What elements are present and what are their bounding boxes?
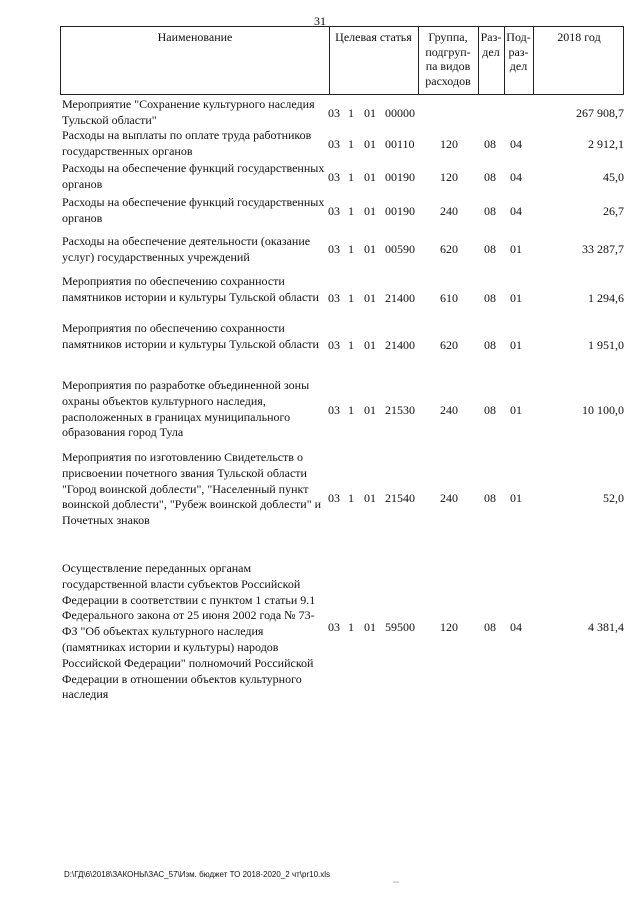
row-subsection: 01 [510, 338, 522, 352]
row-group: 240 [440, 491, 458, 505]
row-subsection: 01 [510, 291, 522, 305]
row-amount: 4 381,4 [588, 620, 624, 634]
row-code-direction: 00190 [385, 204, 415, 218]
row-name: Расходы на обеспечение деятельности (оказание услуг) государственных учреждений [62, 234, 311, 264]
row-code-program: 03 [328, 338, 340, 352]
row-group: 620 [440, 338, 458, 352]
row-amount: 1 951,0 [588, 338, 624, 352]
header-group-line: подгруп- [425, 44, 471, 59]
row-code-program: 03 [328, 106, 340, 120]
page-number: 31 [314, 14, 326, 28]
header-section-line: дел [482, 44, 500, 59]
row-code-subprogram: 1 [348, 403, 354, 417]
row-code-event: 01 [364, 403, 376, 417]
row-code-direction: 00000 [385, 106, 415, 120]
row-code-direction: 21540 [385, 491, 415, 505]
row-name: Осуществление переданных органам государственной власти субъектов Российской Федерации в соответствии с пунктом 1 статьи 9.1 Федерального закона от 25 июня 2002 года № 73-ФЗ "Об объектах культурного наследия (памятниках истории и культуры) народов Российской Федерации" полномочий Российской Федерации в отношении объектов культурного наследия [62, 561, 316, 702]
row-code-subprogram: 1 [348, 170, 354, 184]
row-subsection: 04 [510, 620, 522, 634]
header-section-line: Раз- [480, 30, 502, 44]
row-section: 08 [484, 620, 496, 634]
row-amount: 1 294,6 [588, 291, 624, 305]
row-code-direction: 00190 [385, 170, 415, 184]
header-subsection-line: Под- [506, 30, 531, 44]
row-code-program: 03 [328, 204, 340, 218]
header-group-line: расходов [425, 73, 471, 88]
row-code-event: 01 [364, 338, 376, 352]
row-section: 08 [484, 338, 496, 352]
row-amount: 2 912,1 [588, 137, 624, 151]
row-code-direction: 00110 [385, 137, 415, 151]
row-subsection: 01 [510, 403, 522, 417]
row-code-program: 03 [328, 137, 340, 151]
row-name: Мероприятие "Сохранение культурного наследия Тульской области" [62, 97, 315, 127]
header-section [478, 30, 504, 59]
row-section: 08 [484, 242, 496, 256]
row-code-program: 03 [328, 620, 340, 634]
file-path-footer: D:\ГД\6\2018\ЗАКОНЫ\ЗАС_57\Изм. бюджет ТО 2018-2020_2 чт\pr10.xls [64, 870, 331, 879]
row-group: 620 [440, 242, 458, 256]
row-amount: 52,0 [603, 491, 624, 505]
row-code-program: 03 [328, 291, 340, 305]
row-code-subprogram: 1 [348, 106, 354, 120]
row-code-program: 03 [328, 242, 340, 256]
row-subsection: 04 [510, 204, 522, 218]
row-code-subprogram: 1 [348, 291, 354, 305]
row-amount: 26,7 [603, 204, 624, 218]
scan-mark: ˜˜ [393, 880, 399, 890]
row-code-direction: 00590 [385, 242, 415, 256]
row-code-program: 03 [328, 170, 340, 184]
row-subsection: 04 [510, 170, 522, 184]
header-name: Наименование [157, 30, 233, 44]
row-name: Мероприятия по обеспечению сохранности памятников истории и культуры Тульской области [62, 274, 319, 304]
row-code-event: 01 [364, 137, 376, 151]
row-group: 240 [440, 204, 458, 218]
row-code-event: 01 [364, 291, 376, 305]
row-section: 08 [484, 170, 496, 184]
row-section: 08 [484, 491, 496, 505]
header-group-line: па видов [425, 59, 471, 73]
row-code-direction: 21400 [385, 291, 415, 305]
row-section: 08 [484, 204, 496, 218]
header-group [418, 30, 478, 88]
row-amount: 45,0 [603, 170, 624, 184]
row-group: 120 [440, 137, 458, 151]
row-amount: 10 100,0 [582, 403, 624, 417]
header-subsection-line: раз- [508, 44, 529, 59]
header-year: 2018 год [557, 30, 601, 44]
row-code-direction: 21400 [385, 338, 415, 352]
row-group: 120 [440, 620, 458, 634]
row-name: Мероприятия по разработке объединенной зоны охраны объектов культурного наследия, расположенных в границах муниципального образования город Тула [62, 378, 310, 440]
row-group: 120 [440, 170, 458, 184]
row-code-direction: 21530 [385, 403, 415, 417]
header-subsection [504, 30, 533, 74]
header-subsection-line: дел [509, 59, 528, 73]
row-name: Расходы на обеспечение функций государственных органов [62, 195, 325, 225]
row-code-subprogram: 1 [348, 338, 354, 352]
row-code-subprogram: 1 [348, 491, 354, 505]
row-amount: 267 908,7 [576, 106, 624, 120]
header-group-line: Группа, [428, 30, 468, 44]
row-section: 08 [484, 403, 496, 417]
row-subsection: 01 [510, 491, 522, 505]
row-subsection: 01 [510, 242, 522, 256]
row-name: Мероприятия по обеспечению сохранности памятников истории и культуры Тульской области [62, 321, 319, 351]
row-code-subprogram: 1 [348, 242, 354, 256]
row-code-direction: 59500 [385, 620, 415, 634]
row-group: 240 [440, 403, 458, 417]
row-name: Расходы на обеспечение функций государственных органов [62, 161, 325, 191]
row-code-event: 01 [364, 106, 376, 120]
row-code-subprogram: 1 [348, 137, 354, 151]
row-name: Мероприятия по изготовлению Свидетельств о присвоении почетного звания Тульской области "Город воинской доблести", "Населенный пункт воинской доблести", "Рубеж воинской доблести" и Почетных знаков [62, 450, 322, 528]
row-code-event: 01 [364, 170, 376, 184]
header-target-article: Целевая статья [335, 30, 412, 44]
row-code-subprogram: 1 [348, 204, 354, 218]
row-code-event: 01 [364, 491, 376, 505]
table-header [60, 26, 624, 95]
row-code-event: 01 [364, 620, 376, 634]
row-subsection: 04 [510, 137, 522, 151]
row-code-event: 01 [364, 242, 376, 256]
row-amount: 33 287,7 [582, 242, 624, 256]
row-code-program: 03 [328, 491, 340, 505]
row-name: Расходы на выплаты по оплате труда работников государственных органов [62, 128, 312, 158]
row-code-event: 01 [364, 204, 376, 218]
row-group: 610 [440, 291, 458, 305]
row-code-subprogram: 1 [348, 620, 354, 634]
row-code-program: 03 [328, 403, 340, 417]
row-section: 08 [484, 137, 496, 151]
row-section: 08 [484, 291, 496, 305]
